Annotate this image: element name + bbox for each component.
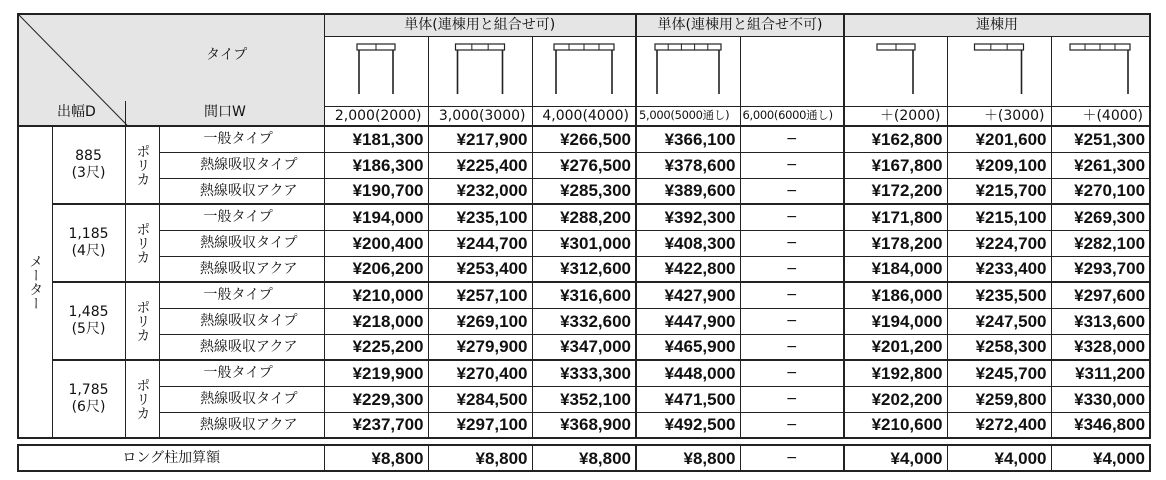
price-cell: ¥270,400 [428, 360, 532, 386]
long-post-price-cell: ¥4,000 [947, 445, 1051, 471]
price-cell: ¥162,800 [844, 126, 947, 152]
price-cell: ¥186,000 [844, 282, 947, 308]
long-post-price-cell: ¥8,800 [324, 445, 428, 471]
price-cell: ¥333,300 [532, 360, 636, 386]
price-cell: ¥266,500 [532, 126, 636, 152]
table-row [18, 230, 1150, 256]
group-header-2: 連棟用 [844, 14, 1150, 36]
price-cell: − [740, 230, 844, 256]
depth-value: 1,485 [68, 303, 109, 320]
price-cell: ¥209,100 [947, 152, 1051, 178]
price-cell: ¥215,100 [947, 204, 1051, 230]
column-size-label-0: 2,000(2000) [324, 106, 428, 126]
column-icon-cell-0 [324, 36, 428, 106]
material-cell [125, 126, 159, 204]
depth-cell [52, 360, 125, 438]
price-cell: ¥269,300 [1051, 204, 1150, 230]
price-cell: − [740, 308, 844, 334]
price-cell: ¥269,100 [428, 308, 532, 334]
price-cell: ¥210,600 [844, 412, 947, 438]
column-size-label-3: 5,000(5000通し) [636, 106, 740, 126]
roof-type-label: 一般タイプ [159, 204, 324, 230]
table-row [18, 204, 1150, 230]
price-cell: ¥233,400 [947, 256, 1051, 282]
price-cell: ¥172,200 [844, 178, 947, 204]
column-size-label-5: ＋(2000) [844, 106, 947, 126]
price-cell: ¥219,900 [324, 360, 428, 386]
roof-type-label: 熱線吸収タイプ [159, 230, 324, 256]
long-post-row [18, 445, 1150, 471]
single-span-3-panel-icon [429, 38, 532, 104]
depth-shaku: (6尺) [71, 399, 106, 415]
price-cell: ¥237,700 [324, 412, 428, 438]
price-cell: ¥257,100 [428, 282, 532, 308]
depth-value: 1,785 [68, 381, 109, 398]
price-cell: ¥245,700 [947, 360, 1051, 386]
group-header-0: 単体(連棟用と組合せ可) [324, 14, 636, 36]
long-post-table [17, 444, 1151, 472]
price-cell: ¥272,400 [947, 412, 1051, 438]
long-post-price-cell: ¥4,000 [1051, 445, 1150, 471]
price-cell: ¥229,300 [324, 386, 428, 412]
price-cell: ¥332,600 [532, 308, 636, 334]
price-cell: ¥210,000 [324, 282, 428, 308]
group-header-1: 単体(連棟用と組合せ不可) [636, 14, 844, 36]
price-cell: − [740, 386, 844, 412]
price-cell: − [740, 126, 844, 152]
price-cell: ¥244,700 [428, 230, 532, 256]
price-cell: ¥447,900 [636, 308, 740, 334]
price-cell: ¥200,400 [324, 230, 428, 256]
price-cell: ¥330,000 [1051, 386, 1150, 412]
roof-type-label: 一般タイプ [159, 360, 324, 386]
column-size-label-6: ＋(3000) [947, 106, 1051, 126]
table-row [18, 126, 1150, 152]
group-header-row [18, 14, 1150, 36]
table-row [18, 152, 1150, 178]
price-cell: ¥261,300 [1051, 152, 1150, 178]
price-cell: ¥258,300 [947, 334, 1051, 360]
price-cell: ¥293,700 [1051, 256, 1150, 282]
table-row [18, 334, 1150, 360]
price-cell: ¥202,200 [844, 386, 947, 412]
column-icon-cell-3 [636, 36, 740, 106]
price-cell: − [740, 360, 844, 386]
price-cell: ¥282,100 [1051, 230, 1150, 256]
price-table [17, 13, 1151, 439]
price-cell: ¥313,600 [1051, 308, 1150, 334]
depth-shaku: (5尺) [71, 321, 106, 337]
price-cell: ¥190,700 [324, 178, 428, 204]
column-icon-cell-4 [740, 36, 844, 106]
linked-3-panel-icon [948, 38, 1051, 104]
material-label: ポリカ [134, 222, 151, 264]
price-cell: ¥178,200 [844, 230, 947, 256]
roof-type-label: 熱線吸収タイプ [159, 152, 324, 178]
price-cell: ¥235,100 [428, 204, 532, 230]
price-cell: ¥215,700 [947, 178, 1051, 204]
price-cell: ¥284,500 [428, 386, 532, 412]
price-cell: ¥288,200 [532, 204, 636, 230]
material-label: ポリカ [134, 378, 151, 420]
price-cell: − [740, 204, 844, 230]
price-cell: ¥352,100 [532, 386, 636, 412]
price-cell: − [740, 334, 844, 360]
roof-type-label: 熱線吸収タイプ [159, 308, 324, 334]
price-cell: ¥297,100 [428, 412, 532, 438]
long-post-label: ロング柱加算額 [18, 445, 324, 471]
column-size-label-1: 3,000(3000) [428, 106, 532, 126]
price-cell: ¥224,700 [947, 230, 1051, 256]
price-cell: ¥316,600 [532, 282, 636, 308]
price-cell: ¥270,100 [1051, 178, 1150, 204]
column-icon-cell-7 [1051, 36, 1150, 106]
price-cell: ¥297,600 [1051, 282, 1150, 308]
price-cell: − [740, 152, 844, 178]
long-post-price-cell: ¥8,800 [428, 445, 532, 471]
depth-shaku: (4尺) [71, 243, 106, 259]
long-post-price-cell: ¥8,800 [532, 445, 636, 471]
table-row [18, 178, 1150, 204]
price-cell: ¥285,300 [532, 178, 636, 204]
price-cell: ¥465,900 [636, 334, 740, 360]
price-cell: ¥368,900 [532, 412, 636, 438]
column-size-label-2: 4,000(4000) [532, 106, 636, 126]
price-cell: ¥251,300 [1051, 126, 1150, 152]
roof-type-label: 熱線吸収アクア [159, 256, 324, 282]
roof-type-label: 一般タイプ [159, 282, 324, 308]
corner-header-cell [18, 14, 324, 126]
price-cell: ¥225,400 [428, 152, 532, 178]
price-cell: ¥259,800 [947, 386, 1051, 412]
price-cell: ¥346,800 [1051, 412, 1150, 438]
table-row [18, 360, 1150, 386]
depth-value: 885 [75, 147, 102, 164]
price-cell: ¥276,500 [532, 152, 636, 178]
linked-4-panel-icon [1052, 38, 1150, 104]
price-cell: − [740, 178, 844, 204]
price-cell: ¥312,600 [532, 256, 636, 282]
column-icon-cell-5 [844, 36, 947, 106]
long-post-price-cell: ¥8,800 [636, 445, 740, 471]
price-cell: ¥253,400 [428, 256, 532, 282]
roof-type-label: 熱線吸収タイプ [159, 386, 324, 412]
price-cell: ¥217,900 [428, 126, 532, 152]
single-span-4-panel-icon [533, 38, 636, 104]
price-cell: ¥408,300 [636, 230, 740, 256]
price-cell: ¥181,300 [324, 126, 428, 152]
meter-label-cell [18, 126, 52, 438]
depth-cell [52, 126, 125, 204]
column-icon-cell-2 [532, 36, 636, 106]
price-cell: ¥225,200 [324, 334, 428, 360]
table-row [18, 386, 1150, 412]
price-cell: ¥301,000 [532, 230, 636, 256]
price-cell: ¥427,900 [636, 282, 740, 308]
price-cell: ¥194,000 [844, 308, 947, 334]
material-cell [125, 282, 159, 360]
material-label: ポリカ [134, 144, 151, 186]
price-cell: ¥471,500 [636, 386, 740, 412]
price-cell: ¥448,000 [636, 360, 740, 386]
price-cell: ¥492,500 [636, 412, 740, 438]
column-size-label-4: 6,000(6000通し) [740, 106, 844, 126]
price-cell: ¥194,000 [324, 204, 428, 230]
price-cell: − [740, 412, 844, 438]
price-cell: ¥422,800 [636, 256, 740, 282]
table-row [18, 308, 1150, 334]
price-cell: ¥392,300 [636, 204, 740, 230]
price-cell: ¥218,000 [324, 308, 428, 334]
roof-type-label: 熱線吸収アクア [159, 334, 324, 360]
table-row [18, 412, 1150, 438]
depth-value: 1,185 [68, 225, 109, 242]
material-cell [125, 360, 159, 438]
price-cell: ¥206,200 [324, 256, 428, 282]
roof-type-label: 熱線吸収アクア [159, 178, 324, 204]
price-cell: ¥184,000 [844, 256, 947, 282]
price-cell: ¥232,000 [428, 178, 532, 204]
roof-type-label: 熱線吸収アクア [159, 412, 324, 438]
price-cell: ¥171,800 [844, 204, 947, 230]
width-label: 間口W [204, 104, 246, 120]
single-span-2-panel-icon [325, 38, 428, 104]
price-cell: ¥378,600 [636, 152, 740, 178]
price-cell: ¥311,200 [1051, 360, 1150, 386]
depth-cell [52, 204, 125, 282]
depth-label: 出幅D [57, 104, 96, 120]
roof-type-label: 一般タイプ [159, 126, 324, 152]
long-post-price-cell: − [740, 445, 844, 471]
price-cell: ¥186,300 [324, 152, 428, 178]
price-cell: ¥201,600 [947, 126, 1051, 152]
depth-shaku: (3尺) [71, 165, 106, 181]
single-span-5-panel-icon [637, 38, 740, 104]
price-cell: ¥201,200 [844, 334, 947, 360]
linked-2-panel-icon [845, 38, 947, 104]
price-cell: ¥192,800 [844, 360, 947, 386]
price-cell: − [740, 282, 844, 308]
width-label-divider [125, 101, 126, 126]
type-label: タイプ [206, 47, 248, 63]
long-post-price-cell: ¥4,000 [844, 445, 947, 471]
price-cell: ¥279,900 [428, 334, 532, 360]
price-cell: ¥389,600 [636, 178, 740, 204]
column-icon-cell-1 [428, 36, 532, 106]
column-icon-cell-6 [947, 36, 1051, 106]
price-cell: ¥328,000 [1051, 334, 1150, 360]
price-cell: ¥167,800 [844, 152, 947, 178]
price-cell: ¥366,100 [636, 126, 740, 152]
meter-label: メーター [27, 254, 44, 310]
price-cell: ¥247,500 [947, 308, 1051, 334]
material-label: ポリカ [134, 300, 151, 342]
table-row [18, 256, 1150, 282]
column-size-label-7: ＋(4000) [1051, 106, 1150, 126]
price-cell: ¥347,000 [532, 334, 636, 360]
price-cell: ¥235,500 [947, 282, 1051, 308]
depth-cell [52, 282, 125, 360]
material-cell [125, 204, 159, 282]
price-cell: − [740, 256, 844, 282]
table-row [18, 282, 1150, 308]
